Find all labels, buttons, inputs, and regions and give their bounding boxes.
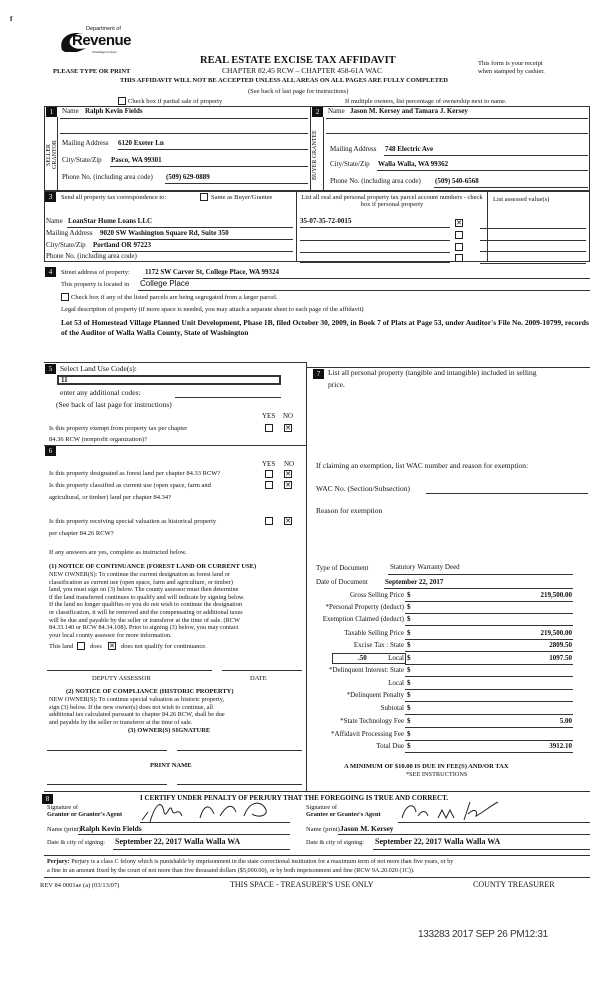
document-date[interactable]: September 22, 2017 (385, 578, 444, 586)
grantee-signature (398, 798, 518, 826)
forest-no-checkbox[interactable] (284, 470, 292, 478)
currency-sign: $ (407, 679, 411, 687)
corner-mark: f (10, 15, 13, 23)
tax-row-label: Taxable Selling Price (344, 629, 404, 637)
form-title: REAL ESTATE EXCISE TAX AFFIDAVIT (200, 55, 396, 66)
tax-row-line (405, 752, 573, 753)
tax-row-line (405, 613, 573, 614)
buyer-address[interactable]: 748 Electric Ave (385, 145, 434, 153)
currency-sign: $ (407, 641, 411, 649)
grantee-name[interactable]: Jason M. Kersey (340, 824, 394, 833)
personal-property-checkbox-3[interactable] (455, 243, 463, 251)
seller-name[interactable]: Ralph Kevin Fields (85, 107, 143, 115)
current-use-no-checkbox[interactable] (284, 481, 292, 489)
notice-continuance-text: NEW OWNER(S): To continue the current designation as forest land or classification as current use (open space, farm and agriculture, or timber) land, you must sign on (3) below. The county assessor must then determine if the land transferred continues to qualify and will indicate by signing below. If the land no longer qualifies or you do not wish to continue the designation or classification, it will be removed and the compensating or additional taxes will be due and payable by the seller or transferor at the time of sale. (RCW 84.33.140 or RCW 84.34.108). Prior to signing (3) below, you may contact your local county assessor for more information. (49, 571, 245, 639)
section-4-number: 4 (45, 267, 56, 277)
tax-row-value[interactable]: 5.00 (559, 717, 572, 725)
tax-row-label: Local (388, 679, 404, 687)
land-does-checkbox[interactable] (77, 642, 85, 650)
owner-signature-line-1[interactable] (47, 750, 167, 751)
currency-sign: $ (407, 629, 411, 637)
owner-signature-line-2[interactable] (177, 750, 302, 751)
same-as-buyer-checkbox[interactable] (200, 193, 208, 201)
seller-phone[interactable]: (509) 629-0889 (166, 173, 210, 181)
currency-sign: $ (407, 591, 411, 599)
tax-row-label: Excise Tax : State (353, 641, 404, 649)
partial-sale-checkbox[interactable] (118, 97, 126, 105)
tax-row-line (405, 676, 573, 677)
tax-row-label: Total Due (376, 742, 404, 750)
exempt-no-checkbox[interactable] (284, 424, 292, 432)
tax-row-value[interactable]: 3912.10 (549, 742, 572, 750)
property-street[interactable]: 1172 SW Carver St, College Place, WA 99324 (145, 268, 279, 276)
tax-row-line (405, 639, 573, 640)
seller-address[interactable]: 6120 Exeter Ln (118, 139, 164, 147)
tax-row-value[interactable]: 219,500.00 (540, 629, 572, 637)
currency-sign: $ (407, 691, 411, 699)
chapter: CHAPTER 82.45 RCW – CHAPTER 458-61A WAC (222, 66, 382, 75)
personal-property-checkbox-2[interactable] (455, 231, 463, 239)
correspondence-name[interactable]: LoanStar Home Loans LLC (68, 217, 153, 225)
tax-row-line (405, 625, 573, 626)
currency-sign: $ (407, 666, 411, 674)
tax-row-line (405, 664, 573, 665)
section-6-number: 6 (45, 446, 56, 456)
section-8-number: 8 (42, 794, 53, 804)
grantor-signature (140, 798, 300, 826)
tax-row-label: *Delinquent Penalty (346, 691, 404, 699)
tax-row-line (405, 689, 573, 690)
property-city[interactable]: College Place (140, 279, 190, 288)
tax-row-label: *Affidavit Processing Fee (331, 730, 404, 738)
parcel-number[interactable]: 35-07-35-72-0015 (300, 217, 352, 225)
land-use-code-input[interactable]: 11 (57, 375, 281, 385)
current-use-yes-checkbox[interactable] (265, 481, 273, 489)
grantor-name[interactable]: Ralph Kevin Fields (80, 824, 142, 833)
segregated-checkbox[interactable] (61, 293, 69, 301)
buyer-phone[interactable]: (509) 540-6568 (435, 177, 479, 185)
historical-no-checkbox[interactable] (284, 517, 292, 525)
currency-sign: $ (407, 654, 411, 662)
tax-row-line (405, 651, 573, 652)
section-5-number: 5 (45, 364, 56, 374)
tax-row-label: *State Technology Fee (340, 717, 404, 725)
personal-property-checkbox-1[interactable] (455, 219, 463, 227)
currency-sign: $ (407, 742, 411, 750)
tax-row-value[interactable]: 1097.50 (549, 654, 572, 662)
tax-row-label: Exemption Claimed (deduct) (322, 615, 404, 623)
warning: THIS AFFIDAVIT WILL NOT BE ACCEPTED UNLESS ALL AREAS ON ALL PAGES ARE FULLY COMPLETED (120, 77, 448, 84)
tax-row-label: *Personal Property (deduct) (325, 603, 404, 611)
currency-sign: $ (407, 717, 411, 725)
exempt-yes-checkbox[interactable] (265, 424, 273, 432)
buyer-name[interactable]: Jason M. Kersey and Tamara J. Kersey (350, 107, 468, 115)
tax-row-label: *Delinquent Interest: State (328, 666, 404, 674)
treasurer-stamp: 133283 2017 SEP 26 PM12:31 (418, 929, 548, 940)
section-1-number: 1 (46, 107, 57, 117)
perjury-text: Perjury: Perjury is a class C felony which is punishable by imprisonment in the state correctional institution for a maximum term of not more than five years, or by (47, 858, 454, 865)
tax-row-value[interactable]: 2809.50 (549, 641, 572, 649)
currency-sign: $ (407, 603, 411, 611)
grantee-date-city[interactable]: September 22, 2017 Walla Walla WA (375, 837, 501, 846)
document-type[interactable]: Statutory Warranty Deed (390, 563, 460, 571)
land-does-not-checkbox[interactable] (108, 642, 116, 650)
tax-row-label: Gross Selling Price (349, 591, 404, 599)
buyer-city[interactable]: Walla Walla, WA 99362 (378, 160, 449, 168)
forest-yes-checkbox[interactable] (265, 470, 273, 478)
please-type: PLEASE TYPE OR PRINT (53, 68, 131, 75)
tax-row-label: Subtotal (380, 704, 404, 712)
grantor-date-city[interactable]: September 22, 2017 Walla Walla WA (115, 837, 241, 846)
legal-description[interactable]: Lot 53 of Homestead Village Planned Unit Development, Phase 1B, filed October 30, 2009, in Book 7 of Plats at Page 53, under Auditor's File No. 2009-10799, records of the Auditor of Walla Walla County, State of Washington (61, 318, 589, 337)
currency-sign: $ (407, 615, 411, 623)
tax-row-label: Local (388, 654, 404, 662)
local-rate-box[interactable]: .50 (332, 653, 406, 664)
historical-yes-checkbox[interactable] (265, 517, 273, 525)
notice-compliance-text: NEW OWNER(S): To continue special valuation as historic property, sign (3) below. If the new owner(s) does not wish to continue, all additional tax calculated pursuant to chapter 84.26 RCW, shall be due and payable by the seller or transferor at the time of sale. (49, 696, 225, 726)
tax-row-line (405, 714, 573, 715)
tax-row-line (405, 601, 573, 602)
section-2-number: 2 (312, 107, 323, 117)
currency-sign: $ (407, 704, 411, 712)
tax-row-value[interactable]: 219,500.00 (540, 591, 572, 599)
section-7-number: 7 (313, 369, 324, 379)
dor-logo: Department of Revenue Washington State (58, 24, 128, 66)
tax-row-line (405, 727, 573, 728)
correspondence-city[interactable]: Portland OR 97223 (93, 241, 151, 249)
currency-sign: $ (407, 730, 411, 738)
tax-row-line (405, 740, 573, 741)
section-3-number: 3 (45, 192, 56, 202)
correspondence-address[interactable]: 9020 SW Washington Square Rd, Suite 350 (100, 229, 229, 237)
personal-property-checkbox-4[interactable] (455, 254, 463, 262)
seller-city[interactable]: Pasco, WA 99301 (111, 156, 162, 164)
wac-input[interactable] (426, 493, 588, 494)
tax-row-line (405, 701, 573, 702)
